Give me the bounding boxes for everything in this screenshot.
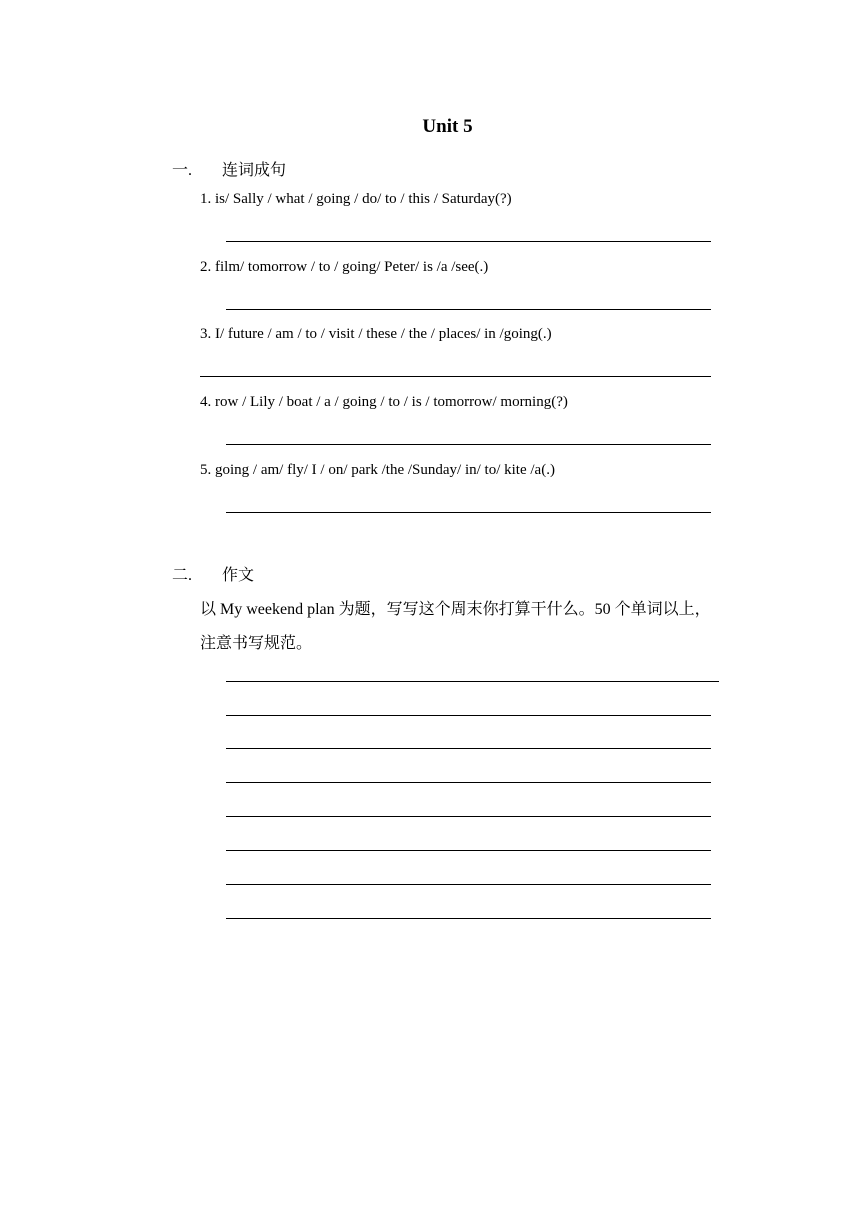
essay-line-4[interactable] [226,782,711,783]
essay-line-6[interactable] [226,850,711,851]
essay-line-7[interactable] [226,884,711,885]
answer-line-1[interactable] [226,241,711,242]
question-5: 5. going / am/ fly/ I / on/ park /the /Sunday/ in/ to/ kite /a(.) [200,462,555,478]
answer-line-4[interactable] [226,444,711,445]
question-3: 3. I/ future / am / to / visit / these / the / places/ in /going(.) [200,326,552,342]
section-1-number: 一. [172,162,193,179]
section-2-heading: 作文 [222,567,255,584]
section-2-number: 二. [172,567,193,584]
question-2: 2. film/ tomorrow / to / going/ Peter/ is /a /see(.) [200,259,489,275]
question-4: 4. row / Lily / boat / a / going / to / is / tomorrow/ morning(?) [200,394,568,410]
page-title: Unit 5 [422,116,473,137]
essay-line-2[interactable] [226,715,711,716]
question-1: 1. is/ Sally / what / going / do/ to / this / Saturday(?) [200,191,512,207]
answer-line-3[interactable] [200,376,711,377]
answer-line-5[interactable] [226,512,711,513]
essay-prompt-line-1: 以 My weekend plan 为题，写写这个周末你打算干什么。50 个单词以上， [200,601,711,618]
answer-line-2[interactable] [226,309,711,310]
essay-line-5[interactable] [226,816,711,817]
section-1-heading: 连词成句 [222,162,287,179]
essay-line-8[interactable] [226,918,711,919]
essay-line-1[interactable] [226,681,719,682]
essay-line-3[interactable] [226,748,711,749]
essay-prompt-line-2: 注意书写规范。 [200,635,313,652]
